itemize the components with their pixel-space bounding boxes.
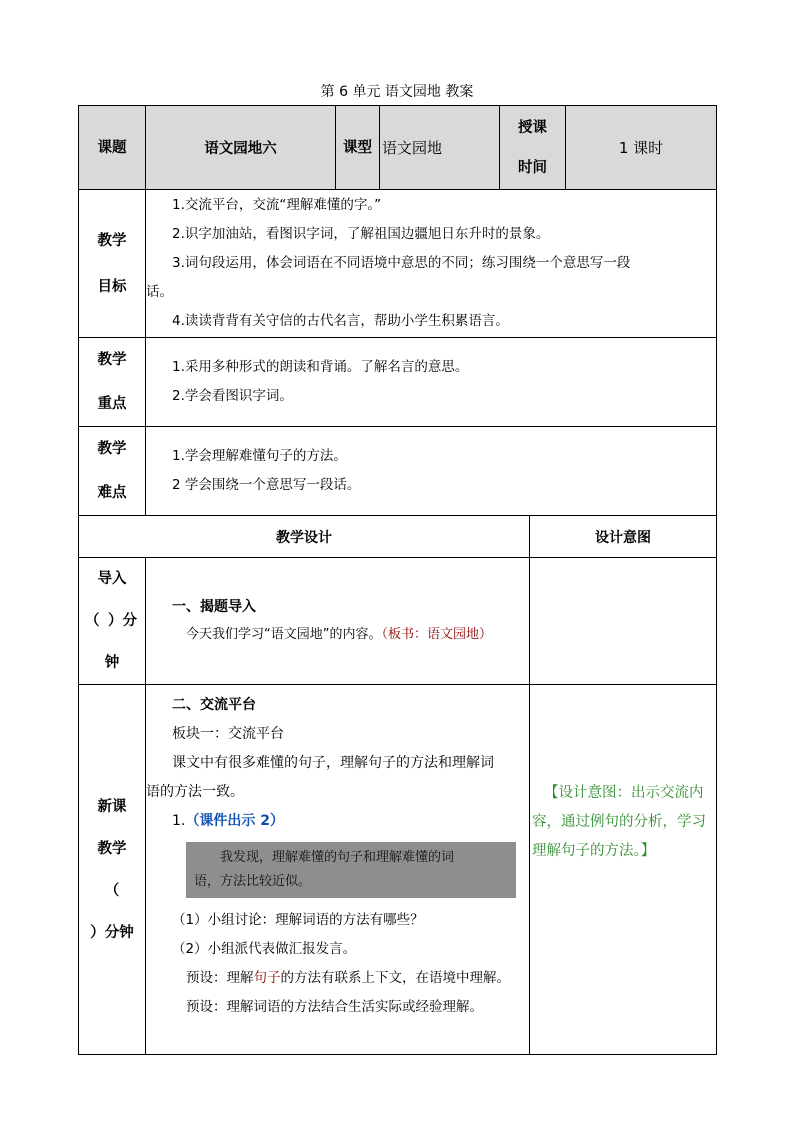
intro-content: [146, 558, 530, 685]
design-intent-text: 【设计意图：出示交流内容，通过例句的分析，学习理解句子的方法。】: [532, 785, 706, 859]
intro-label: [79, 558, 146, 685]
type-value: 语文园地: [380, 106, 500, 190]
goals-row: [79, 190, 717, 338]
difficulty-item: 2 学会围绕一个意思写一段话。: [172, 477, 361, 493]
intro-row: [79, 558, 717, 685]
item-number: 1.: [172, 813, 186, 829]
goal-item: 2.识字加油站，看图识字词，了解祖国边疆旭日东升时的景象。: [172, 226, 550, 242]
courseware-image-line-2: 语，方法比较近似。: [194, 874, 312, 889]
lesson-plan-table: [78, 105, 717, 1055]
new-lesson-label-line-4: ）分钟: [90, 924, 134, 941]
intro-intent-cell: [530, 558, 717, 685]
intro-label-minutes: ）分: [108, 613, 137, 629]
preset-1: [146, 964, 527, 993]
intro-text-main: 今天我们学习“语文园地”的内容。: [186, 627, 382, 642]
time-label-line-2: 时间: [518, 159, 547, 176]
new-lesson-heading: 二、交流平台: [172, 697, 256, 713]
type-label: 课型: [336, 106, 380, 190]
courseware-image-line-1: 我发现，理解难懂的句子和理解难懂的词: [220, 850, 455, 865]
intro-board-note: （板书：语文园地）: [381, 627, 492, 642]
time-value: 1 课时: [566, 106, 717, 190]
goals-content: [146, 190, 717, 338]
difficulties-label: [79, 427, 146, 516]
design-header-left: 教学设计: [79, 516, 530, 558]
key-points-row: [79, 338, 717, 427]
goal-item: 4.读读背背有关守信的古代名言，帮助小学生积累语言。: [172, 313, 509, 329]
new-lesson-label-line-2: 教学: [97, 840, 127, 857]
preset-1-part-b: 句子: [253, 970, 281, 986]
question-1: （1）小组讨论：理解词语的方法有哪些？: [172, 912, 424, 928]
new-lesson-para-1: 课文中有很多难懂的句子，理解句子的方法和理解词: [172, 755, 494, 771]
design-header-right: 设计意图: [530, 516, 717, 558]
courseware-note: （课件出示 2）: [185, 813, 284, 829]
time-label-line-1: 授课: [518, 119, 547, 136]
intro-label-line-3: 钟: [104, 655, 120, 671]
intro-label-line-2: [79, 600, 145, 642]
header-row: [79, 106, 717, 190]
difficulty-item: 1.学会理解难懂句子的方法。: [172, 448, 347, 464]
new-lesson-content: [146, 685, 530, 1055]
preset-1-part-a: 预设：理解: [186, 970, 254, 986]
preset-1-part-c: 的方法有联系上下文，在语境中理解。: [280, 970, 510, 986]
key-points-label-line-1: 教学: [97, 352, 127, 368]
difficulties-label-line-1: 教学: [97, 441, 127, 457]
goals-label-line-1: 教学: [97, 232, 127, 249]
intro-label-line-1: 导入: [97, 571, 127, 587]
time-label: [500, 106, 566, 190]
page-title: 第 6 单元 语文园地 教案: [320, 84, 474, 100]
key-points-label: [79, 338, 146, 427]
goal-item: 1.交流平台，交流“理解难懂的字。”: [172, 197, 382, 213]
preset-2: 预设：理解词语的方法结合生活实际或经验理解。: [186, 999, 483, 1015]
new-lesson-intent-cell: [530, 685, 717, 1055]
intro-label-paren-open: （: [85, 613, 100, 629]
new-lesson-label-line-3: （: [104, 882, 120, 899]
goals-label: [79, 190, 146, 338]
key-points-content: [146, 338, 717, 427]
new-lesson-label: [79, 685, 146, 1055]
new-lesson-row: [79, 685, 717, 1055]
goals-label-line-2: 目标: [97, 278, 127, 295]
difficulties-label-line-2: 难点: [97, 485, 127, 501]
difficulties-row: [79, 427, 717, 516]
key-point-item: 2.学会看图识字词。: [172, 388, 293, 404]
new-lesson-label-line-1: 新课: [97, 798, 127, 815]
intro-text: [146, 621, 529, 649]
topic-label: 课题: [79, 106, 146, 190]
new-lesson-para-2: 语的方法一致。: [146, 784, 244, 800]
new-lesson-item-1: [146, 807, 527, 836]
key-point-item: 1.采用多种形式的朗读和背诵。了解名言的意思。: [172, 359, 469, 375]
courseware-image: [186, 842, 516, 898]
new-lesson-sub: 板块一：交流平台: [172, 726, 284, 742]
difficulties-content: [146, 427, 717, 516]
goal-item: 话。: [146, 284, 173, 300]
goal-item: 3.词句段运用，体会词语在不同语境中意思的不同；练习围绕一个意思写一段: [172, 255, 631, 271]
question-2: （2）小组派代表做汇报发言。: [172, 941, 357, 957]
topic-value: 语文园地六: [146, 106, 336, 190]
design-header-row: [79, 516, 717, 558]
intro-heading: 一、揭题导入: [172, 599, 256, 615]
key-points-label-line-2: 重点: [97, 396, 127, 412]
